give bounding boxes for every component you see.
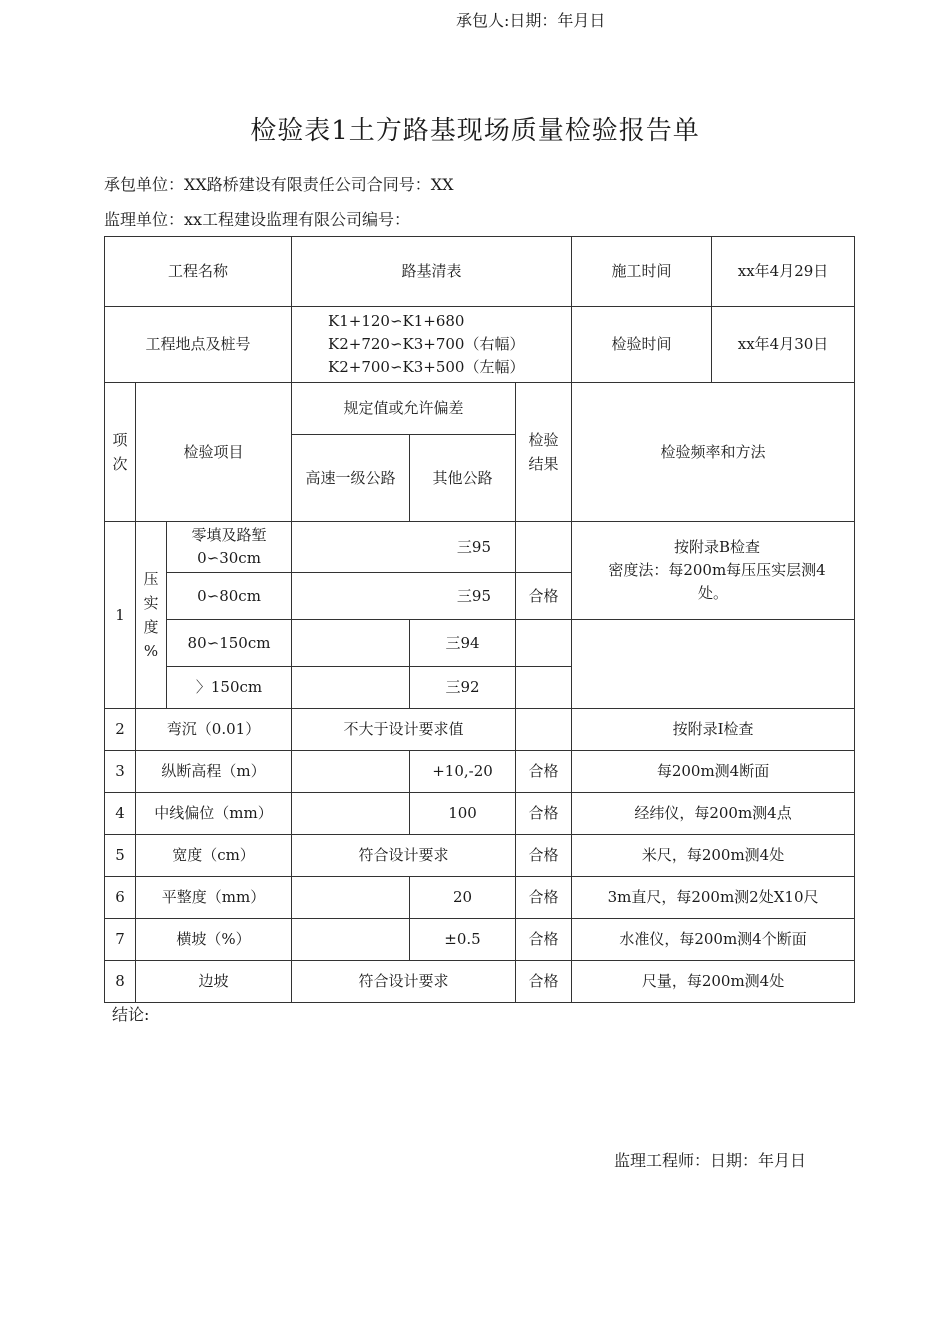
compaction-item: 80∽150cm [167,620,292,667]
row-number: 8 [105,961,136,1003]
row-number: 4 [105,793,136,835]
contractor-signature-line: 承包人:日期：年月日 [456,11,606,30]
supervisor-unit: 监理单位：xx工程建设监理有限公司编号： [104,210,411,229]
row-spec: 不大于设计要求值 [292,709,516,751]
location-line: K2+720∽K3+700（右幅） [328,335,525,353]
table-row [105,620,855,667]
project-name-label: 工程名称 [105,237,292,307]
project-name-row [105,237,855,307]
row-highway [292,877,410,919]
table-row [105,709,855,751]
compaction-method-empty [572,620,855,709]
location-line: K1+120∽K1+680 [328,312,465,330]
row-item: 边坡 [136,961,292,1003]
row-number: 5 [105,835,136,877]
compaction-spec: 三94 [410,620,516,667]
row-item: 中线偏位（mm） [136,793,292,835]
location-row [105,307,855,383]
row-highway [292,751,410,793]
table-row [105,961,855,1003]
row-result: 合格 [516,877,572,919]
row-item: 弯沉（0.01） [136,709,292,751]
row-item: 纵断高程（m） [136,751,292,793]
method-header: 检验频率和方法 [572,383,855,522]
table-row [105,793,855,835]
row-result: 合格 [516,793,572,835]
compaction-group-label: 压 实 度 % [136,522,167,709]
row-result: 合格 [516,919,572,961]
row-number: 2 [105,709,136,751]
location-line: K2+700∽K3+500（左幅） [328,358,525,376]
supervisor-signature-line: 监理工程师：日期：年月日 [614,1151,807,1170]
row-method: 每200m测4断面 [572,751,855,793]
construction-time-label: 施工时间 [572,237,712,307]
row-number: 3 [105,751,136,793]
row-method: 水准仪，每200m测4个断面 [572,919,855,961]
row-number: 6 [105,877,136,919]
conclusion-label: 结论: [112,1005,150,1024]
row-other: 20 [410,877,516,919]
row-method: 按附录I检查 [572,709,855,751]
row-number: 7 [105,919,136,961]
location-label: 工程地点及桩号 [105,307,292,383]
compaction-result [516,667,572,709]
contractor-unit: 承包单位：XX路桥建设有限责任公司合同号：XX [104,175,454,194]
compaction-item: 0∽80cm [167,573,292,620]
item-header: 检验项目 [136,383,292,522]
compaction-spec: 三95 [292,573,516,620]
row-spec: 符合设计要求 [292,835,516,877]
compaction-spec: 三92 [410,667,516,709]
inspection-table [104,236,855,1003]
row-other: 100 [410,793,516,835]
table-row [105,522,855,573]
row-highway [292,793,410,835]
compaction-item: 零填及路堑 0∽30cm [167,522,292,573]
row-other: +10,-20 [410,751,516,793]
compaction-spec: 三95 [292,522,516,573]
project-name-value: 路基清表 [292,237,572,307]
row-result: 合格 [516,961,572,1003]
inspection-time-label: 检验时间 [572,307,712,383]
other-road-header: 其他公路 [410,435,516,522]
row-item: 平整度（mm） [136,877,292,919]
table-row [105,919,855,961]
row-method: 米尺，每200m测4处 [572,835,855,877]
row-number: 1 [105,522,136,709]
row-item: 宽度（cm） [136,835,292,877]
row-method: 尺量，每200m测4处 [572,961,855,1003]
row-result [516,709,572,751]
row-result: 合格 [516,835,572,877]
seq-header: 项 次 [105,383,136,522]
header-row-1 [105,383,855,435]
row-result: 合格 [516,751,572,793]
row-spec: 符合设计要求 [292,961,516,1003]
table-row [105,751,855,793]
compaction-highway [292,667,410,709]
row-item: 横坡（%） [136,919,292,961]
compaction-result [516,522,572,573]
compaction-result: 合格 [516,573,572,620]
highway-header: 高速一级公路 [292,435,410,522]
row-highway [292,919,410,961]
table-row [105,835,855,877]
row-method: 3m直尺，每200m测2处X10尺 [572,877,855,919]
row-method: 经纬仪，每200m测4点 [572,793,855,835]
page-title: 检验表1土方路基现场质量检验报告单 [250,116,700,146]
row-other: ±0.5 [410,919,516,961]
spec-group-header: 规定值或允许偏差 [292,383,516,435]
location-value [292,307,572,383]
result-header: 检验 结果 [516,383,572,522]
inspection-time-value: xx年4月30日 [712,307,855,383]
compaction-highway [292,620,410,667]
table-row [105,877,855,919]
compaction-method: 按附录B检查 密度法：每200m每压压实层测4 处。 [572,522,855,620]
compaction-item: 〉150cm [167,667,292,709]
compaction-result [516,620,572,667]
construction-time-value: xx年4月29日 [712,237,855,307]
